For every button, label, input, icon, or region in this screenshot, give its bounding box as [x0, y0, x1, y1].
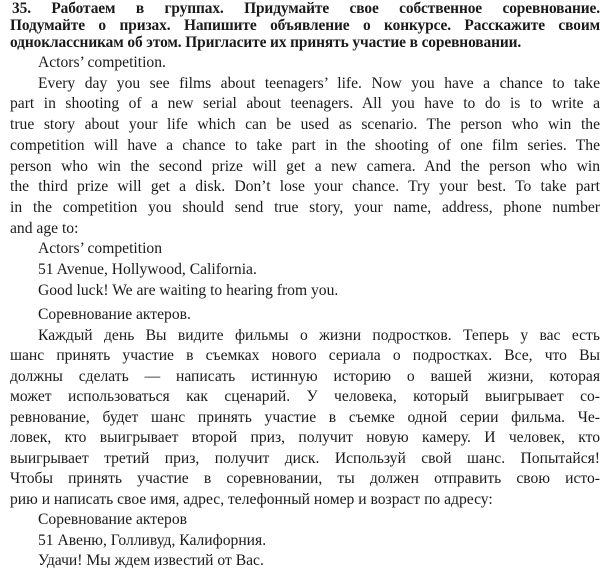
english-body-line: Every day you see films about teenagers’ life. Now you have a chance to take [38, 74, 600, 92]
russian-announcement [10, 305, 600, 572]
russian-body-line: должны сделать — написать истинную историю о вашей жизни, которая [10, 367, 600, 385]
russian-address-line: 51 Авеню, Голливуд, Калифорния. [38, 531, 267, 549]
english-body-line: and age to: [10, 219, 79, 237]
russian-address-name: Соревнование актеров [38, 511, 187, 529]
english-address-line: 51 Avenue, Hollywood, California. [38, 261, 257, 279]
english-announcement [10, 53, 600, 301]
russian-body-line: ловек, кто выигрывает второй приз, получит новую камеру. И человек, кто [10, 429, 600, 447]
russian-body-line: шанс принять участие в съемках нового сериала о подростках. Все, что Вы [10, 347, 600, 365]
task-line: 35. Работаем в группах. Придумайте свое собственное соревнование. [12, 0, 600, 17]
russian-body-line: Чтобы принять участие в соревновании, ты должен отправить свою исто- [10, 470, 600, 488]
russian-body-line: выигрывает третий приз, получит диск. Используй свой шанс. Попытайся! [10, 449, 600, 467]
document-page [10, 0, 600, 572]
task-line: одноклассникам об этом. Пригласите их принять участие в соревновании. [10, 34, 522, 51]
english-body-line: part in shooting of a new serial about teenagers. All you have to do is to write a [10, 95, 600, 113]
english-title: Actors’ competition. [38, 54, 166, 71]
russian-body-line: Каждый день Вы видите фильмы о жизни подростков. Теперь у вас есть [38, 326, 600, 344]
russian-body-line: может использоваться как сценарий. У человека, который выигрывает со- [10, 388, 600, 406]
english-body-line: competition will have a chance to take part in the shooting of one film series. The [10, 136, 600, 154]
russian-body-line: ревнование, будет шанс принять участие в съемке одной серии фильма. Че- [10, 408, 600, 426]
russian-body-line: рию и написать свое имя, адрес, телефонный номер и возраст по адресу: [10, 490, 493, 508]
task-instructions [10, 0, 600, 51]
task-number: 35. [12, 0, 31, 17]
english-body-line: the third prize will get a disk. Don’t lose your chance. Try your best. To take part [10, 178, 600, 196]
task-line: Подумайте о призах. Напишите объявление о конкурсе. Расскажите своим [10, 17, 600, 34]
english-body-line: in the competition you should send true story, your name, address, phone number [10, 198, 600, 216]
russian-title: Соревнование актеров. [38, 306, 191, 324]
russian-closing: Удачи! Мы ждем известий от Вас. [38, 552, 264, 570]
english-closing: Good luck! We are waiting to hearing from you. [38, 281, 339, 299]
english-body-line: person who win the second prize will get a new camera. And the person who win [10, 157, 600, 175]
english-address-name: Actors’ competition [38, 240, 162, 258]
english-body-line: true story about your life which can be used as scenario. The person who win the [10, 116, 600, 134]
